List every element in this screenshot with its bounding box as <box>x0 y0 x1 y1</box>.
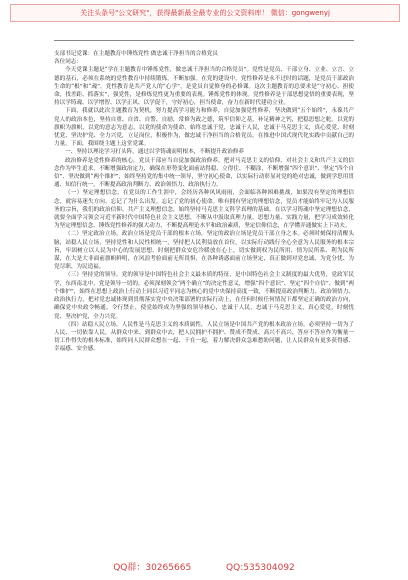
paragraph: （四）站稳人民立场。人民性是马克思主义的本质属性，人民立场是中国共产党的根本政治立场。必须坚持一切为了人民、一切依靠人民，从群众中来、到群众中去，把人民拥护不拥护、赞成不赞成、高兴不高兴、答应不答应作为衡量一切工作得失的根本标准，始终同人民群众想在一起、干在一起，着力解决群众急难愁盼问题，让人民群众有更多获得感、幸福感、安全感。 <box>54 321 354 353</box>
paragraph: （三）坚持党的领导。党的领导是中国特色社会主义最本质的特征，是中国特色社会主义制度的最大优势，党政军民学，东西南北中，党是领导一切的。必须深刻领会“两个确立”的决定性意义，增强“四个意识”、坚定“四个自信”、做到“两个维护”，始终在思想上政治上行动上同以习近平同志为核心的党中央保持高度一致，不断提高政治判断力、政治领悟力、政治执行力，把对党忠诚体现到贯彻落实党中央决策部署的实际行动上，在任何时候任何情况下都坚定正确的政治方向，确保党中央政令畅通、令行禁止，使党始终成为坚强的领导核心，忠诚于人民，忠诚于马克思主义，真心爱党，时刻忧党、坚决护党，全力兴党。 <box>54 272 354 320</box>
document-salutation: 各位同志： <box>54 59 82 66</box>
paragraph: 政治修养是党性修养的核心，党员干部应当自觉加强政治修养，把对马克思主义的信仰、对社会主义和共产主义的信念作为毕生追求，不断增强政治定力，确保在形势变化面前站得稳、立得住、不糊涂，不断增强“四个意识”、坚定“四个自信”、坚决做到“两个维护”，始终坚持党的集中统一领导，坚守初心使命，以实际行动彰显对党的绝对忠诚，做到学思用贯通、知信行统一，不断提高政治判断力、政治领悟力、政治执行力。 <box>54 157 354 189</box>
document-heading: 支部书记党课：在主题教育中锤炼党性 做忠诚干净担当的合格党员 <box>54 51 218 57</box>
footer <box>0 560 408 576</box>
paragraph: （二）坚定政治立场。政治立场是党员干部的根本立场，坚定的政治立场是党员干部立身之本。必须时刻保持清醒头脑，站稳人民立场，坚持党性和人民性相统一，坚持把人民利益放在首位，以实际行动践行全心全意为人民服务的根本宗旨，牢固树立以人民为中心的发展思想，时刻把群众安危冷暖放在心上，切实做到权为民所用、情为民所系、利为民所谋，在大是大非面前旗帜鲜明，在风浪考验面前无所畏惧，在各种诱惑面前立场坚定，真正做到对党忠诚、为党分忧、为党尽职、为民造福。 <box>54 231 354 271</box>
header-rule <box>54 40 354 41</box>
document-body <box>54 50 354 555</box>
footer-qq: QQ:535304092 <box>226 563 295 573</box>
paragraph: 今天党课主题是“学在主题教育中锤炼党性，做忠诚干净担当的合格党员”。党性是党员、干部立身、立业、立言、立德的基石，必须在系统的党性教育中持续锻炼。不断加强。在党的建设中，党性修养是永不过时的话题，是党员干部政治生命的“根”和“魂”。党性教育是共产党人的“心学”，是党员自觉修身的必修课。这次主题教育的总要求是“守初心、担使命，找差距、抓落实”，强党性，是修炼党性更为重要的表现。锤炼党性的体现。党性修养是干部思想觉悟的重要表现，坚持以学铸魂、以学增智、以学正风、以学促干，守好初心，担当使命，奋力在新时代建功立业。 <box>54 67 354 107</box>
paragraph: （一）坚定理想信念。在党员的工作生涯中，会经历各种风风雨雨，会面临各种困难挑战，如果没有坚定的理想信念，就容易迷失方向、忘记了为什么出发。忘记了党的初心使命。唯有拥有坚定的理想信念，党员才能始终牢记为人民服务的宗旨，我们的政治信仰、共产主义理想信念，始终坚持马克思主义科学真理的基础。在以学习铸魂中坚定理想信念，就要全面学习领会习近平新时代中国特色社会主义思想，不断从中汲取真理力量、思想力量、实践力量，把学习成效转化为坚定理想信念、锤炼党性修养的强大动力，不断提高理论水平和政治素质，坚定信仰信念，在学懂弄通做实上下功夫。 <box>54 190 354 230</box>
paragraph: 下面，我就以此次主题教育为契机，努力提高学习能力和修养，自觉加强党性修养，坚决做到“五个始终”，永葆共产党人的政治本色，坚持自重、自省、自警、自励，常修为政之德，筑牢信仰之基，补足精神之钙，把稳思想之舵。以党的旗帜为旗帜，以党的意志为意志，以党的使命为使命，始终忠诚于党，忠诚于人民，忠诚于马克思主义，真心爱党、时刻忧党、坚决护党、全力兴党，立足岗位，积极作为，做忠诚干净担当的合格党员，在推进中国式现代化实践中贡献自己的力量。下面，我围绕主题上这堂党课。 <box>54 108 354 148</box>
section-heading: 一、坚持以理论学习打头阵，通过以学铸魂而明根本，不断提升政治修养 <box>65 149 245 156</box>
footer-qq-group: QQ群：30265665 <box>113 563 192 573</box>
top-banner: 关注头条号"公文研究"，获得最新最全最专业的公文资料库！ 微信：gongwenyj <box>10 4 400 22</box>
